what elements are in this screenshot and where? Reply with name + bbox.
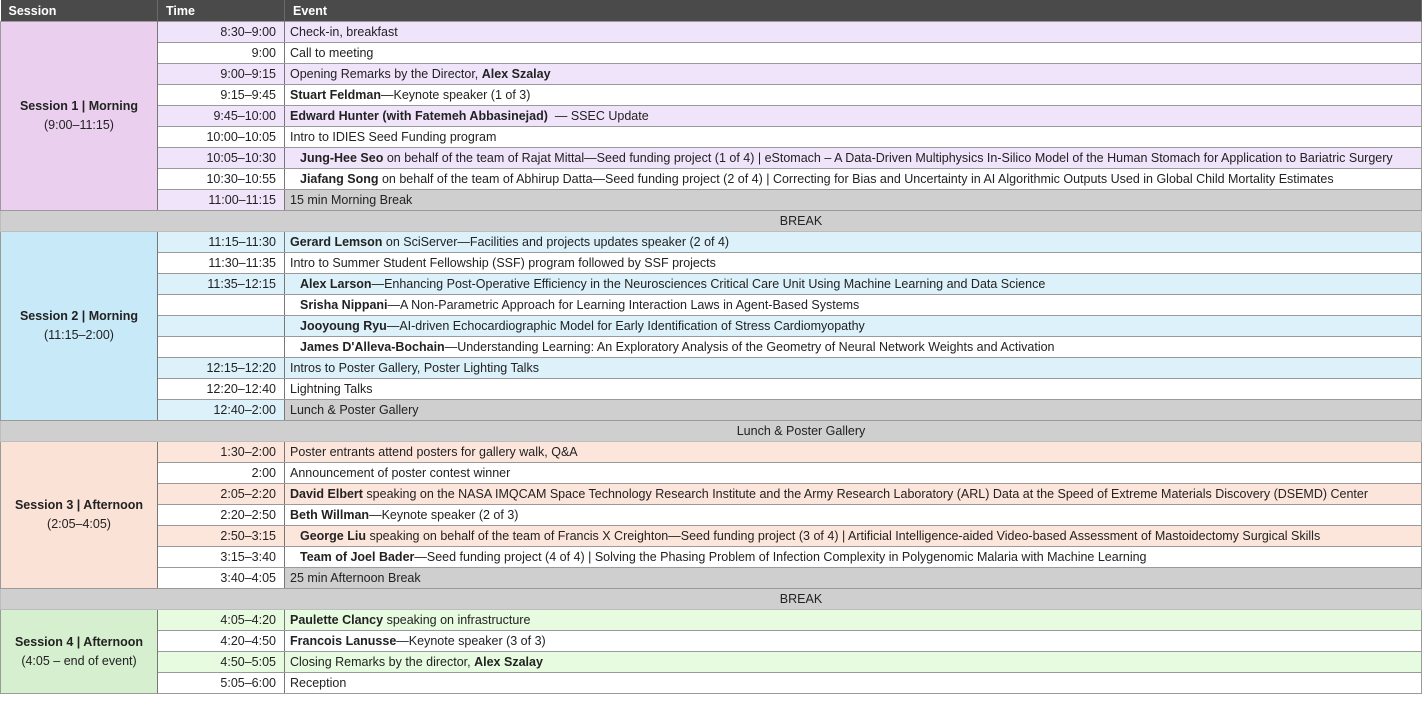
table-row [1,295,1422,316]
table-row [1,85,1422,106]
time-cell: 4:50–5:05 [158,652,285,673]
break-row [1,421,1422,442]
table-row [1,169,1422,190]
table-row [1,232,1422,253]
break-label: BREAK [1,589,1422,610]
event-cell: Beth Willman—Keynote speaker (2 of 3) [285,505,1422,526]
session-1 [1,22,1422,232]
event-cell: 25 min Afternoon Break [285,568,1422,589]
table-row [1,673,1422,694]
time-cell: 11:35–12:15 [158,274,285,295]
event-cell: James D'Alleva-Bochain—Understanding Learning: An Exploratory Analysis of the Geometry of Neural Network Weights and Activation [285,337,1422,358]
event-cell: Intros to Poster Gallery, Poster Lighting Talks [285,358,1422,379]
event-cell: Jiafang Song on behalf of the team of Abhirup Datta—Seed funding project (2 of 4) | Correcting for Bias and Uncertainty in AI Algorithmic Outputs Used in Global Child Mortality Estimates [285,169,1422,190]
event-cell: Francois Lanusse—Keynote speaker (3 of 3) [285,631,1422,652]
break-row [1,211,1422,232]
table-row [1,148,1422,169]
table-row [1,106,1422,127]
session-label [1,610,158,694]
event-cell: David Elbert speaking on the NASA IMQCAM Space Technology Research Institute and the Army Research Laboratory (ARL) Data at the Speed of Extreme Materials Discovery (DSEMD) Center [285,484,1422,505]
session-title: Session 2 | Morning [19,309,139,323]
event-cell: Call to meeting [285,43,1422,64]
event-cell: Lunch & Poster Gallery [285,400,1422,421]
event-cell: Intro to Summer Student Fellowship (SSF) program followed by SSF projects [285,253,1422,274]
table-row [1,190,1422,211]
time-cell: 10:00–10:05 [158,127,285,148]
session-4 [1,610,1422,694]
table-row [1,631,1422,652]
table-row [1,568,1422,589]
header-time: Time [158,0,285,22]
event-cell: Jooyoung Ryu—AI-driven Echocardiographic Model for Early Identification of Stress Cardiomyopathy [285,316,1422,337]
time-cell: 12:20–12:40 [158,379,285,400]
session-2 [1,232,1422,442]
time-cell: 3:15–3:40 [158,547,285,568]
table-row [1,43,1422,64]
table-row [1,316,1422,337]
time-cell: 2:00 [158,463,285,484]
event-cell: Paulette Clancy speaking on infrastructure [285,610,1422,631]
session-label [1,232,158,421]
time-cell: 11:00–11:15 [158,190,285,211]
table-row [1,379,1422,400]
session-label [1,22,158,211]
time-cell: 12:40–2:00 [158,400,285,421]
time-cell: 12:15–12:20 [158,358,285,379]
event-cell: Team of Joel Bader—Seed funding project (4 of 4) | Solving the Phasing Problem of Infection Complexity in Polygenomic Malaria with Machine Learning [285,547,1422,568]
session-range: (9:00–11:15) [44,118,114,132]
time-cell: 2:05–2:20 [158,484,285,505]
break-row [1,589,1422,610]
header-session: Session [1,0,158,22]
break-label: BREAK [1,211,1422,232]
event-cell: Alex Larson—Enhancing Post-Operative Efficiency in the Neurosciences Critical Care Unit Using Machine Learning and Data Science [285,274,1422,295]
time-cell: 2:50–3:15 [158,526,285,547]
table-row [1,400,1422,421]
time-cell: 8:30–9:00 [158,22,285,43]
event-cell: Intro to IDIES Seed Funding program [285,127,1422,148]
time-cell: 9:00 [158,43,285,64]
table-row [1,64,1422,85]
event-cell: Opening Remarks by the Director, Alex Szalay [285,64,1422,85]
header-event: Event [285,0,1422,22]
time-cell: 4:20–4:50 [158,631,285,652]
table-row [1,505,1422,526]
time-cell: 2:20–2:50 [158,505,285,526]
event-cell: Jung-Hee Seo on behalf of the team of Rajat Mittal—Seed funding project (1 of 4) | eStomach – A Data-Driven Multiphysics In-Silico Model of the Human Stomach for Application to Bariatric Surgery [285,148,1422,169]
event-cell: Closing Remarks by the director, Alex Szalay [285,652,1422,673]
event-cell: Announcement of poster contest winner [285,463,1422,484]
break-label: Lunch & Poster Gallery [1,421,1422,442]
time-cell [158,316,285,337]
session-range: (4:05 – end of event) [21,653,137,668]
event-cell: Check-in, breakfast [285,22,1422,43]
event-cell: Gerard Lemson on SciServer—Facilities and projects updates speaker (2 of 4) [285,232,1422,253]
time-cell: 1:30–2:00 [158,442,285,463]
time-cell: 11:15–11:30 [158,232,285,253]
table-row [1,442,1422,463]
table-row [1,274,1422,295]
table-row [1,337,1422,358]
time-cell: 10:30–10:55 [158,169,285,190]
event-cell: 15 min Morning Break [285,190,1422,211]
time-cell [158,295,285,316]
session-3 [1,442,1422,610]
time-cell: 9:15–9:45 [158,85,285,106]
session-title: Session 3 | Afternoon [14,498,144,512]
event-cell: Srisha Nippani—A Non-Parametric Approach for Learning Interaction Laws in Agent-Based Systems [285,295,1422,316]
header-row [1,0,1422,22]
event-cell: Reception [285,673,1422,694]
time-cell: 4:05–4:20 [158,610,285,631]
table-row [1,526,1422,547]
table-row [1,463,1422,484]
session-title: Session 4 | Afternoon [14,634,144,649]
session-range: (11:15–2:00) [44,328,114,342]
table-row [1,484,1422,505]
table-row [1,22,1422,43]
session-range: (2:05–4:05) [47,517,111,531]
time-cell: 9:00–9:15 [158,64,285,85]
table-row [1,652,1422,673]
table-row [1,127,1422,148]
time-cell: 9:45–10:00 [158,106,285,127]
event-cell: Stuart Feldman—Keynote speaker (1 of 3) [285,85,1422,106]
event-cell: George Liu speaking on behalf of the team of Francis X Creighton—Seed funding project (3 of 4) | Artificial Intelligence-aided Video-based Assessment of Mastoidectomy Surgical Skills [285,526,1422,547]
time-cell: 5:05–6:00 [158,673,285,694]
session-title: Session 1 | Morning [19,99,139,113]
time-cell: 10:05–10:30 [158,148,285,169]
time-cell [158,337,285,358]
event-cell: Poster entrants attend posters for gallery walk, Q&A [285,442,1422,463]
time-cell: 3:40–4:05 [158,568,285,589]
table-row [1,253,1422,274]
event-cell: Lightning Talks [285,379,1422,400]
table-row [1,358,1422,379]
event-cell: Edward Hunter (with Fatemeh Abbasinejad) — SSEC Update [285,106,1422,127]
session-label [1,442,158,589]
time-cell: 11:30–11:35 [158,253,285,274]
table-row [1,610,1422,631]
table-row [1,547,1422,568]
